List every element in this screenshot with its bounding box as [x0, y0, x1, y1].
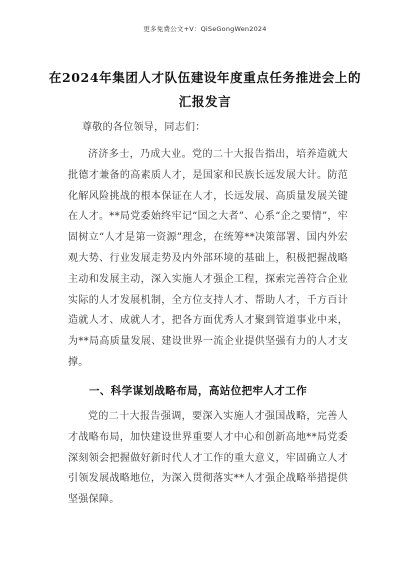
- salutation: 尊敬的各位领导，同志们：: [82, 122, 206, 133]
- section-paragraph: 党的二十大报告强调，要深入实施人才强国战略，完善人才战略布局，加快建设世界重要人才中心和创新高地**局党委深刻领会把握做好新时代人才工作的重大意义，牢固确立人才引领发展战略地位，为深入贯彻落实**人才强企战略举措提供坚强保障。: [68, 411, 348, 506]
- body-paragraph: 济济多士，乃成大业。党的二十大报告指出，培养造就大批德才兼备的高素质人才，是国家和民族长远发展大计。防范化解风险挑战的根本保证在人才，长远发展、高质量发展关键在人才。**局党委始终牢记“国之大者”、心系“企之要情”，牢固树立“人才是第一资源”理念，在统筹**决策部署、国内外宏观大势、行业发展走势及内外部环境的基础上，积极把握战略主动和发展主动，深入实施人才强企工程，探索完善符合企业实际的人才发展机制，全方位支持人才、帮助人才，千方百计造就人才、成就人才，把各方面优秀人才聚到管道事业中来，为**局高质量发展、建设世界一流企业提供坚强有力的人才支撑。: [68, 149, 348, 368]
- document-title: 在2024年集团人才队伍建设年度重点任务推进会上的汇报发言: [48, 70, 362, 109]
- header-note: 更多免费公文+V：QiSeGongWen2024: [143, 25, 267, 33]
- section-heading: 一、科学谋划战略布局，高站位把牢人才工作: [89, 385, 307, 397]
